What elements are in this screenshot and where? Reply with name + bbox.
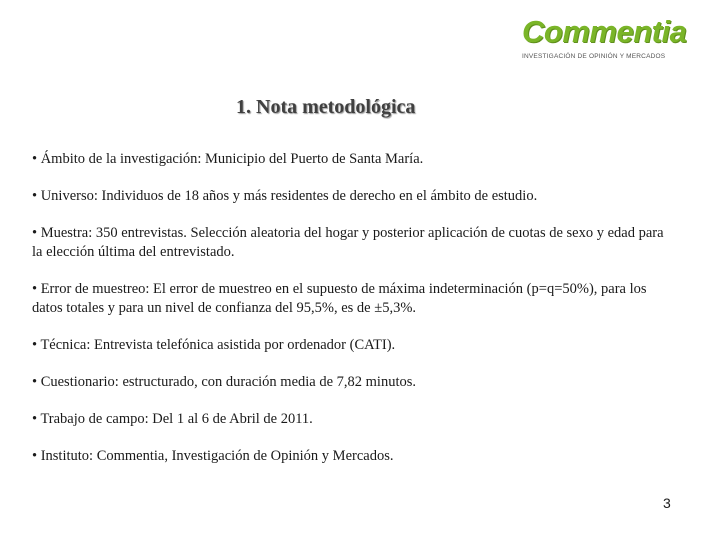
methodology-item-sample: • Muestra: 350 entrevistas. Selección aleatoria del hogar y posterior aplicación de cuotas de sexo y edad para la elección última del entrevistado. — [32, 225, 664, 260]
methodology-item-technique: • Técnica: Entrevista telefónica asistida por ordenador (CATI). — [32, 337, 396, 353]
methodology-list — [32, 150, 672, 484]
methodology-item-scope: • Ámbito de la investigación: Municipio del Puerto de Santa María. — [32, 151, 424, 167]
logo-tagline: INVESTIGACIÓN DE OPINIÓN Y MERCADOS — [522, 53, 666, 60]
commentia-logo — [522, 14, 704, 61]
methodology-item-sampling-error: • Error de muestreo: El error de muestreo en el supuesto de máxima indeterminación (p=q=50%), para los datos totales y para un nivel de confianza del 95,5%, es de ±5,3%. — [32, 281, 647, 316]
page-number: 3 — [663, 495, 671, 511]
methodology-item-fieldwork: • Trabajo de campo: Del 1 al 6 de Abril de 2011. — [32, 411, 313, 427]
logo-wordmark: Commentia — [522, 14, 687, 49]
methodology-item-questionnaire: • Cuestionario: estructurado, con duración media de 7,82 minutos. — [32, 374, 417, 390]
methodology-item-institute: • Instituto: Commentia, Investigación de Opinión y Mercados. — [32, 448, 394, 464]
methodology-item-universe: • Universo: Individuos de 18 años y más residentes de derecho en el ámbito de estudio. — [32, 188, 538, 204]
page-title: 1. Nota metodológica — [236, 96, 416, 118]
